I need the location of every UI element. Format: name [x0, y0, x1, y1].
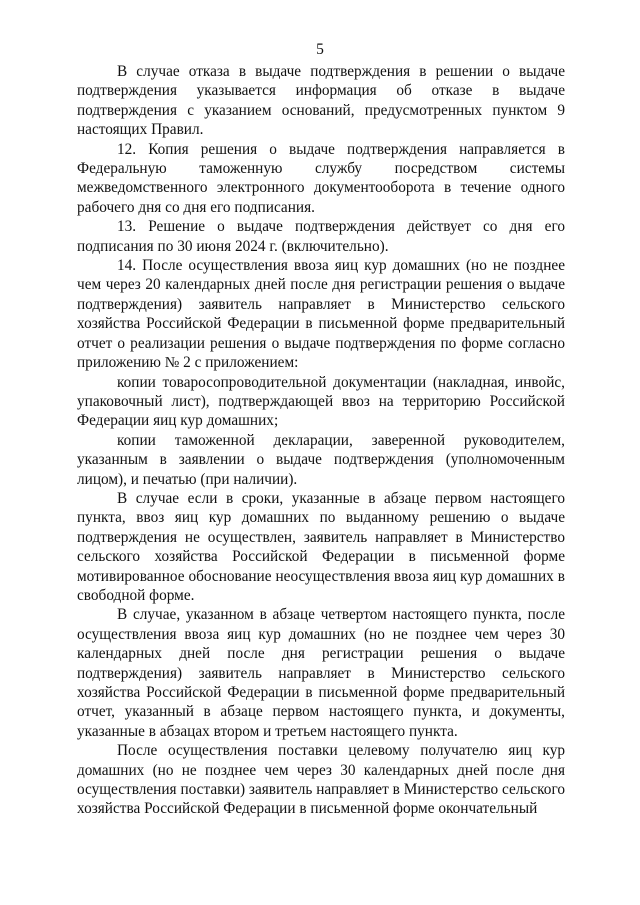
paragraph-12-copy-to-customs: 12. Копия решения о выдаче подтверждения направляется в Федеральную таможенную службу посредством системы межведомственного электронного документооборота в течение одного рабочего дня со дня его подписания. — [77, 140, 565, 216]
paragraph-refusal-info: В случае отказа в выдаче подтверждения в решении о выдаче подтверждения указывается информация об отказе в выдаче подтверждения с указанием оснований, предусмотренных пунктом 9 настоящих Правил. — [77, 63, 565, 139]
paragraph-final-report: После осуществления поставки целевому получателю яиц кур домашних (но не позднее чем через 30 календарных дней после дня осуществления поставки) заявитель направляет в Министерство сельского хозяйства Российской Федерации в письменной форме окончательный — [77, 742, 565, 818]
paragraph-case-fourth-paragraph: В случае, указанном в абзаце четвертом настоящего пункта, после осуществления ввоза яиц кур домашних (но не позднее чем через 30 календарных дней после дня регистрации решения о выдаче подтверждения) заявитель направляет в Министерство сельского хозяйства Российской Федерации в письменной форме предварительный отчет, указанный в абзаце первом настоящего пункта, и документы, указанные в абзацах втором и третьем настоящего пункта. — [77, 606, 565, 740]
paragraph-import-not-performed: В случае если в сроки, указанные в абзаце первом настоящего пункта, ввоз яиц кур домашних по выданному решению о выдаче подтверждения не осуществлен, заявитель направляет в Министерство сельского хозяйства Российской Федерации в письменной форме мотивированное обоснование неосуществления ввоза яиц кур домашних в свободной форме. — [77, 489, 565, 604]
document-body — [77, 62, 565, 819]
paragraph-attachment-shipping-docs: копии товаросопроводительной документации (накладная, инвойс, упаковочный лист), подтверждающей ввоз на территорию Российской Федерации яиц кур домашних; — [77, 373, 565, 430]
paragraph-attachment-customs-declaration: копии таможенной декларации, заверенной руководителем, указанным в заявлении о выдаче подтверждения (уполномоченным лицом), и печатью (при наличии). — [77, 431, 565, 488]
paragraph-14-preliminary-report: 14. После осуществления ввоза яиц кур домашних (но не позднее чем через 20 календарных дней после дня регистрации решения о выдаче подтверждения) заявитель направляет в Министерство сельского хозяйства Российской Федерации в письменной форме предварительный отчет о реализации решения о выдаче подтверждения по форме согласно приложению № 2 с приложением: — [77, 257, 565, 372]
page-number: 5 — [316, 41, 324, 58]
paragraph-13-validity: 13. Решение о выдаче подтверждения действует со дня его подписания по 30 июня 2024 г. (включительно). — [77, 218, 565, 255]
